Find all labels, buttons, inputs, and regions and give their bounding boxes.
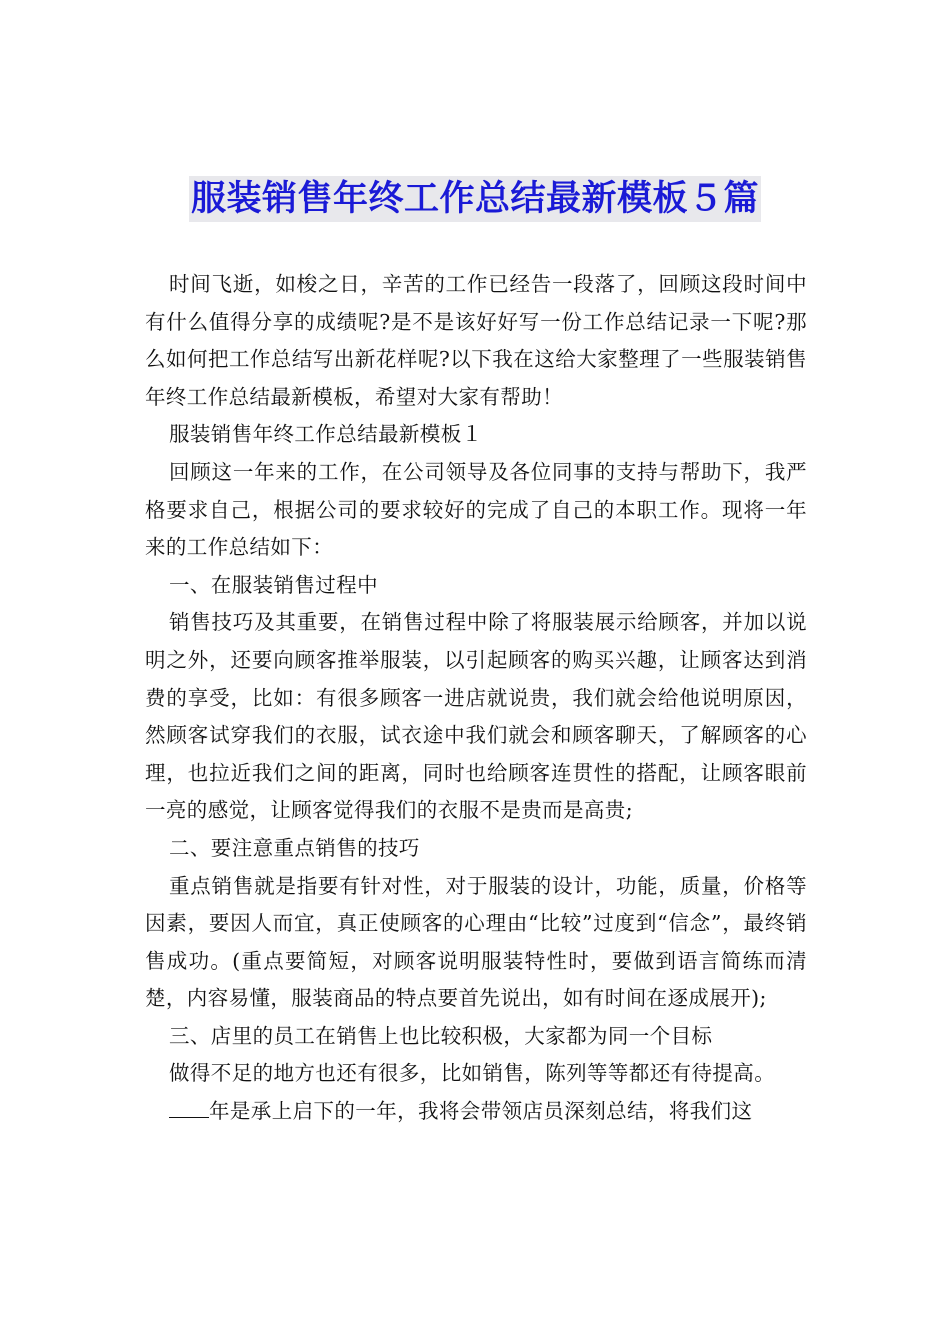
- heading-2: 二、要注意重点销售的技巧: [169, 835, 420, 860]
- paragraph-2: 重点销售就是指要有针对性，对于服装的设计，功能，质量，价格等因素，要因人而宜，真正使顾客的心理由“比较”过度到“信念”，最终销售成功。(重点要简短，对顾客说明服装特性时，要做到语言简练而清楚，内容易懂，服装商品的特点要首先说出，如有时间在逐成展开);: [145, 873, 807, 1011]
- document-body: [145, 266, 807, 1131]
- title-container: [0, 176, 950, 222]
- section-title: 服装销售年终工作总结最新模板１: [169, 422, 483, 447]
- review-paragraph: 回顾这一年来的工作，在公司领导及各位同事的支持与帮助下，我严格要求自己，根据公司的要求较好的完成了自己的本职工作。现将一年来的工作总结如下：: [145, 459, 807, 560]
- heading-1: 一、在服装销售过程中: [169, 572, 378, 597]
- heading-3: 三、店里的员工在销售上也比较积极，大家都为同一个目标: [169, 1023, 713, 1048]
- document-title: 服装销售年终工作总结最新模板５篇: [189, 176, 761, 222]
- paragraph-4-text: 年是承上启下的一年，我将会带领店员深刻总结，将我们这: [209, 1099, 753, 1124]
- blank-underline: [169, 1099, 209, 1118]
- paragraph-4: [145, 1093, 807, 1131]
- paragraph-3: 做得不足的地方也还有很多，比如销售，陈列等等都还有待提高。: [169, 1061, 776, 1086]
- intro-paragraph: 时间飞逝，如梭之日，辛苦的工作已经告一段落了，回顾这段时间中有什么值得分享的成绩呢?是不是该好好写一份工作总结记录一下呢?那么如何把工作总结写出新花样呢?以下我在这给大家整理了一些服装销售年终工作总结最新模板，希望对大家有帮助！: [145, 272, 807, 409]
- paragraph-1: 销售技巧及其重要，在销售过程中除了将服装展示给顾客，并加以说明之外，还要向顾客推举服装，以引起顾客的购买兴趣，让顾客达到消费的享受，比如：有很多顾客一进店就说贵，我们就会给他说明原因，然顾客试穿我们的衣服，试衣途中我们就会和顾客聊天，了解顾客的心理，也拉近我们之间的距离，同时也给顾客连贯性的搭配，让顾客眼前一亮的感觉，让顾客觉得我们的衣服不是贵而是高贵;: [145, 610, 807, 823]
